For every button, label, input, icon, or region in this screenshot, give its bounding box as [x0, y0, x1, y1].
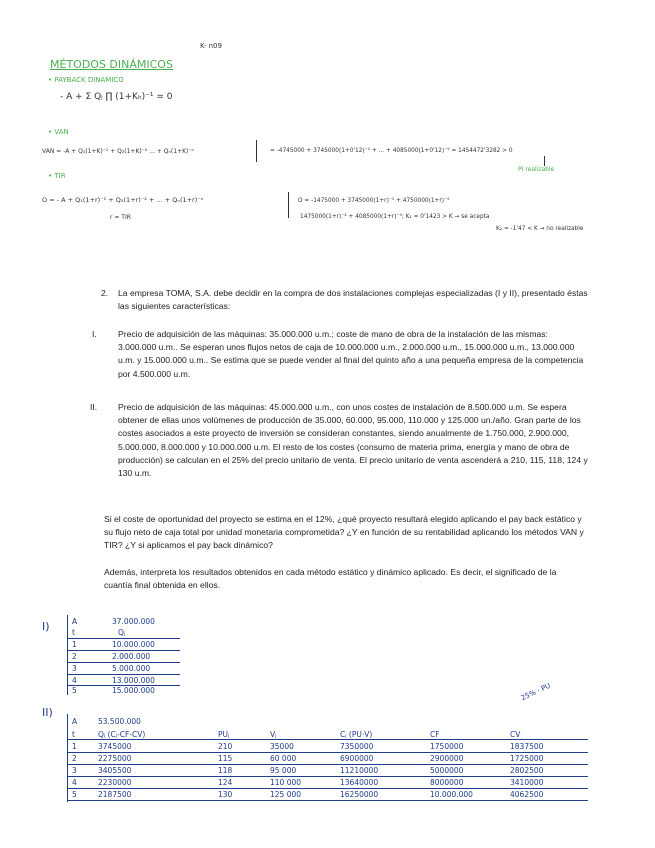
- table-cell: 1: [72, 742, 77, 751]
- item1-text: Precio de adquisición de las máquinas: 35.000.000 u.m.; coste de mano de obra de la instalación de las mismas: 3.000.000 u.m.. Se esperan unos flujos netos de caja de 10.000.000 u.m., 2.000.000 u.m., 15.000.000 u.m., 13.000.000 u.m. y 15.000.000 u.m.. Se estima que se puede vender al final del quinto año a una pequeña empresa de la competencia por 4.500.000 u.m.: [118, 329, 584, 379]
- item1-label: I.: [92, 329, 97, 339]
- table-cell: 4: [72, 778, 77, 787]
- table2-header: Cⱼ (PU·V): [340, 730, 373, 739]
- van-formula: VAN = -A + Q₁(1+K)⁻¹ + Q₂(1+K)⁻² ... + Qₙ(1+K)⁻ⁿ: [42, 148, 194, 155]
- table1-a-value: 37.000.000: [112, 617, 155, 626]
- question-text-2: Además, interpreta los resultados obtenidos en cada método estático y dinámico aplicado. Es decir, el significado de la cuantía final obtenida en ellos.: [104, 567, 557, 591]
- table2-annotation: 25% · PU: [519, 681, 552, 703]
- table2-rule: [68, 752, 588, 753]
- table-cell: 11210000: [340, 766, 379, 775]
- table2-rule: [68, 764, 588, 765]
- table-cell: 210: [218, 742, 233, 751]
- table1-q-header: Qⱼ: [118, 628, 126, 637]
- table-cell: 5000000: [430, 766, 464, 775]
- table1-rule: [68, 674, 180, 675]
- table-cell: 16250000: [340, 790, 379, 799]
- notes-corner-mark: K- n09: [200, 42, 222, 50]
- table-cell: 3410000: [510, 778, 544, 787]
- table1-divider: [67, 615, 68, 695]
- table1-label: I): [42, 620, 50, 633]
- table-cell: 60 000: [270, 754, 297, 763]
- table-cell: 2275000: [98, 754, 132, 763]
- question-text: Si el coste de oportunidad del proyecto se estima en el 12%, ¿qué proyecto resultará elegido aplicando el pay back estático y su flujo neto de caja total por unidad monetaria comprometida? ¿Y en función de su rentabilidad aplicando los métodos VAN y TIR? ¿Y si aplicamos el pay back dinámico?: [104, 514, 584, 551]
- item2-text: Precio de adquisición de las máquinas: 45.000.000 u.m., con unos costes de instalación de 8.500.000 u.m. Se espera obtener de ellas unos volúmenes de producción de 35.000, 60.000, 95.000, 110.000 y 125.000 un./año. Gran parte de los costes asociados a este proyecto de inversión se consideran constantes, siendo anualmente de 1.750.000, 2.900.000, 5.000.000, 8.000.000 y 10.000.000 u.m. El resto de los costes (consumo de materia prima, energía y mano de obra de producción) se calculan en el 25% del precio unitario de venta. El precio unitario de venta ascenderá a 210, 115, 118, 124 y 130 u.m.: [118, 402, 588, 479]
- table2-header: Qⱼ (Cⱼ-CF-CV): [98, 730, 146, 739]
- table-cell: 5.000.000: [112, 664, 151, 673]
- table-cell: 10.000.000: [430, 790, 473, 799]
- separator-line: [288, 192, 289, 218]
- table-cell: 2.000.000: [112, 652, 151, 661]
- table-cell: 5: [72, 790, 77, 799]
- table2-header: CF: [430, 730, 440, 739]
- tir-label: • TIR: [48, 172, 66, 180]
- tir-numeric-3: K₂ = -1'47 < K → no realizable: [496, 226, 584, 232]
- tir-numeric-2: 1475000(1+r)⁻² + 4085000(1+r)⁻⁵; K₁ = 0'1423 > K → se acepta: [300, 214, 490, 220]
- tir-numeric-1: O = -1475000 + 3745000(1+r)⁻¹ + 4750000(1+r)⁻⁵: [298, 198, 450, 204]
- table2-header: CV: [510, 730, 521, 739]
- payback-label: • PAYBACK DINÁMICO: [48, 76, 124, 84]
- table-cell: 110 000: [270, 778, 302, 787]
- van-numeric: = -4745000 + 3745000(1+0'12)⁻¹ + ... + 4085000(1+0'12)⁻⁵ = 1454472'3282 > 0: [270, 148, 513, 154]
- table-cell: 2802500: [510, 766, 544, 775]
- table-cell: 125 000: [270, 790, 302, 799]
- table-cell: 2: [72, 652, 77, 661]
- van-label: • VAN: [48, 128, 69, 136]
- table-cell: 2230000: [98, 778, 132, 787]
- table-cell: 7350000: [340, 742, 374, 751]
- table1-rule: [68, 662, 180, 663]
- separator-line: [256, 140, 257, 162]
- table1-rule: [68, 650, 180, 651]
- table1-t-header: t: [72, 628, 75, 637]
- table-cell: 2187500: [98, 790, 132, 799]
- table-cell: 6900000: [340, 754, 374, 763]
- table2-a: A: [72, 717, 78, 726]
- table2-a-value: 53.500.000: [98, 717, 141, 726]
- table-cell: 15.000.000: [112, 686, 155, 695]
- table-cell: 3405500: [98, 766, 132, 775]
- table-cell: 115: [218, 754, 233, 763]
- problem-intro: La empresa TOMA, S.A. debe decidir en la compra de dos instalaciones complejas especializadas (I y II), presentado éstas las siguientes características:: [118, 288, 588, 312]
- table-cell: 3: [72, 766, 77, 775]
- tir-formula: O = - A + Q₁(1+r)⁻¹ + Q₂(1+r)⁻² + ... + Qₙ(1+r)⁻ⁿ: [42, 196, 204, 204]
- table-cell: 35000: [270, 742, 294, 751]
- table1-a: A: [72, 617, 78, 626]
- table-cell: 130: [218, 790, 233, 799]
- table-cell: 1725000: [510, 754, 544, 763]
- table-cell: 1: [72, 640, 77, 649]
- table2-rule: [68, 776, 588, 777]
- table-cell: 13640000: [340, 778, 379, 787]
- problem-number: 2.: [101, 288, 109, 298]
- table2-label: II): [42, 706, 53, 719]
- table-cell: 2: [72, 754, 77, 763]
- table2-header: PUⱼ: [218, 730, 230, 739]
- table1-rule: [68, 638, 180, 639]
- table2-rule: [68, 800, 588, 801]
- tir-sub-label: r = TIR: [110, 214, 131, 221]
- item2-label: II.: [90, 402, 98, 412]
- table-cell: 118: [218, 766, 233, 775]
- table-cell: 10.000.000: [112, 640, 155, 649]
- payback-formula: - A + Σ Qⱼ ∏ (1+Kₕ)⁻¹ = 0: [60, 92, 173, 102]
- table-cell: 5: [72, 686, 77, 695]
- table2-rule: [68, 739, 588, 740]
- table-cell: 124: [218, 778, 233, 787]
- table-cell: 4: [72, 676, 77, 685]
- table-cell: 3: [72, 664, 77, 673]
- notes-heading: MÉTODOS DINÁMICOS: [50, 58, 173, 71]
- table-cell: 4062500: [510, 790, 544, 799]
- table-cell: 2900000: [430, 754, 464, 763]
- table-cell: 1750000: [430, 742, 464, 751]
- table-cell: 1837500: [510, 742, 544, 751]
- table2-rule: [68, 788, 588, 789]
- table-cell: 3745000: [98, 742, 132, 751]
- table2-header: t: [72, 730, 75, 739]
- table2-header: Vⱼ: [270, 730, 277, 739]
- arrow-down-icon: [544, 156, 545, 166]
- table-cell: 8000000: [430, 778, 464, 787]
- van-result: PI realizable: [518, 166, 555, 173]
- table-cell: 13.000.000: [112, 676, 155, 685]
- table-cell: 95 000: [270, 766, 297, 775]
